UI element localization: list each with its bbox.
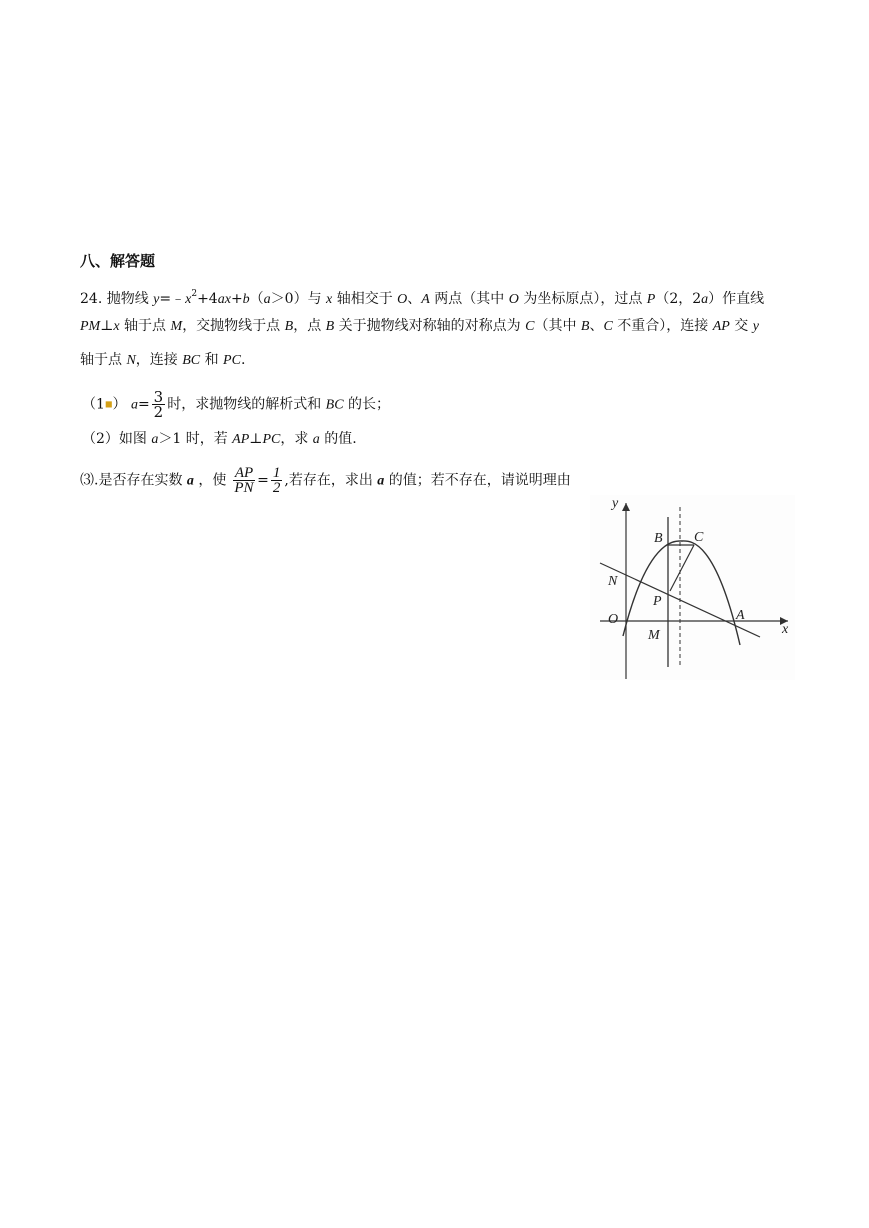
figure-background bbox=[590, 495, 795, 680]
label-y: y bbox=[612, 496, 619, 511]
segment-PC: PC bbox=[262, 432, 281, 447]
text: 、 bbox=[407, 291, 422, 307]
segment-AP: AP bbox=[232, 432, 250, 447]
text: 和 bbox=[200, 352, 224, 368]
var-x: x bbox=[185, 292, 192, 307]
problem-number: 24. bbox=[80, 291, 103, 307]
text: . bbox=[240, 352, 246, 368]
var-a: a bbox=[701, 292, 709, 307]
point-C: C bbox=[525, 319, 535, 334]
text: 、 bbox=[589, 318, 604, 334]
point-A: A bbox=[421, 292, 430, 307]
label-N: N bbox=[608, 574, 618, 589]
text: ，交抛物线于点 bbox=[182, 318, 285, 334]
var-y: y bbox=[752, 319, 759, 334]
point-C: C bbox=[603, 319, 613, 334]
equals: = bbox=[137, 396, 150, 413]
text: 两点（其中 bbox=[429, 291, 509, 307]
text: 为坐标原点），过点 bbox=[518, 291, 647, 307]
label-x: x bbox=[782, 622, 789, 637]
segment-BC: BC bbox=[325, 397, 344, 413]
section-title: 八、解答题 bbox=[80, 252, 156, 270]
label-C: C bbox=[694, 530, 704, 545]
text: + bbox=[230, 291, 243, 307]
text: ，求 bbox=[280, 431, 313, 447]
text: ，连接 bbox=[135, 352, 183, 368]
point-N: N bbox=[126, 353, 136, 368]
text: 轴于点 bbox=[119, 318, 171, 334]
text: 的值；若不存在，请说明理由 bbox=[384, 472, 571, 489]
label-A: A bbox=[736, 608, 745, 623]
text: ，使 bbox=[193, 472, 231, 489]
marker-dot: ■ bbox=[104, 399, 113, 409]
numerator: AP bbox=[234, 465, 254, 481]
parabola-figure bbox=[590, 495, 795, 680]
perp-symbol: ⊥ bbox=[249, 431, 263, 447]
line-PM: PM bbox=[80, 319, 101, 334]
text: 抛物线 bbox=[106, 291, 154, 307]
problem-line-3 bbox=[80, 350, 245, 371]
denominator: 2 bbox=[153, 403, 164, 421]
text: ,若存在，求出 bbox=[284, 472, 378, 489]
q1-label-open: （1 bbox=[82, 396, 105, 413]
text: 的值. bbox=[319, 431, 357, 447]
text: 交 bbox=[729, 318, 753, 334]
text: 时，求抛物线的解析式和 bbox=[167, 396, 326, 413]
var-x: x bbox=[326, 292, 333, 307]
text: 的长； bbox=[343, 396, 391, 413]
var-ax: ax bbox=[217, 292, 231, 307]
question-1 bbox=[82, 390, 390, 419]
text: （ bbox=[249, 291, 264, 307]
text: （其中 bbox=[534, 318, 581, 334]
text: ⊥ bbox=[100, 318, 114, 334]
segment-BC: BC bbox=[182, 353, 201, 368]
problem-line-1 bbox=[80, 284, 764, 310]
point-B: B bbox=[325, 319, 335, 334]
text: ＞1 时，若 bbox=[158, 431, 233, 447]
text: （2）如图 bbox=[82, 431, 152, 447]
point-O: O bbox=[508, 292, 519, 307]
numerator: 1 bbox=[272, 465, 281, 481]
text: 轴于点 bbox=[80, 352, 127, 368]
equals: = bbox=[257, 472, 269, 489]
problem-line-2 bbox=[80, 316, 759, 337]
var-b: b bbox=[242, 292, 250, 307]
fraction-one-half bbox=[271, 466, 283, 495]
var-x: x bbox=[113, 319, 120, 334]
point-O: O bbox=[397, 292, 408, 307]
question-3 bbox=[80, 466, 571, 495]
var-a: a bbox=[263, 292, 271, 307]
fraction-three-halves bbox=[152, 390, 166, 419]
point-B: B bbox=[284, 319, 294, 334]
exponent: 2 bbox=[191, 289, 198, 299]
text: 关于抛物线对称轴的对称点为 bbox=[334, 318, 526, 334]
segment-PC: PC bbox=[223, 353, 241, 368]
text: +4 bbox=[197, 291, 218, 307]
var-y: y bbox=[153, 292, 160, 307]
fraction-AP-PN bbox=[233, 466, 255, 495]
text: ＞0）与 bbox=[270, 291, 327, 307]
var-a: a bbox=[312, 432, 320, 447]
segment-AP: AP bbox=[712, 319, 730, 334]
var-a: a bbox=[151, 432, 159, 447]
q1-label-close: ） bbox=[112, 396, 127, 413]
numerator: 3 bbox=[153, 388, 164, 406]
var-a: a bbox=[186, 473, 194, 489]
text: ⑶.是否存在实数 bbox=[80, 472, 187, 489]
point-M: M bbox=[170, 319, 183, 334]
var-a: a bbox=[377, 473, 385, 489]
text: ）作直线 bbox=[708, 291, 765, 307]
text: 不重合），连接 bbox=[612, 318, 713, 334]
question-2 bbox=[82, 429, 357, 450]
text: ，点 bbox=[293, 318, 326, 334]
point-B: B bbox=[580, 319, 590, 334]
point-P: P bbox=[646, 292, 656, 307]
label-M: M bbox=[648, 628, 660, 643]
label-P: P bbox=[653, 594, 662, 609]
denominator: 2 bbox=[272, 480, 281, 496]
text: 轴相交于 bbox=[332, 291, 398, 307]
label-O: O bbox=[608, 612, 619, 627]
denominator: PN bbox=[234, 480, 254, 496]
text: =﹣ bbox=[159, 291, 186, 307]
var-a: a bbox=[130, 397, 138, 413]
text: （2，2 bbox=[655, 291, 702, 307]
label-B: B bbox=[654, 531, 663, 546]
